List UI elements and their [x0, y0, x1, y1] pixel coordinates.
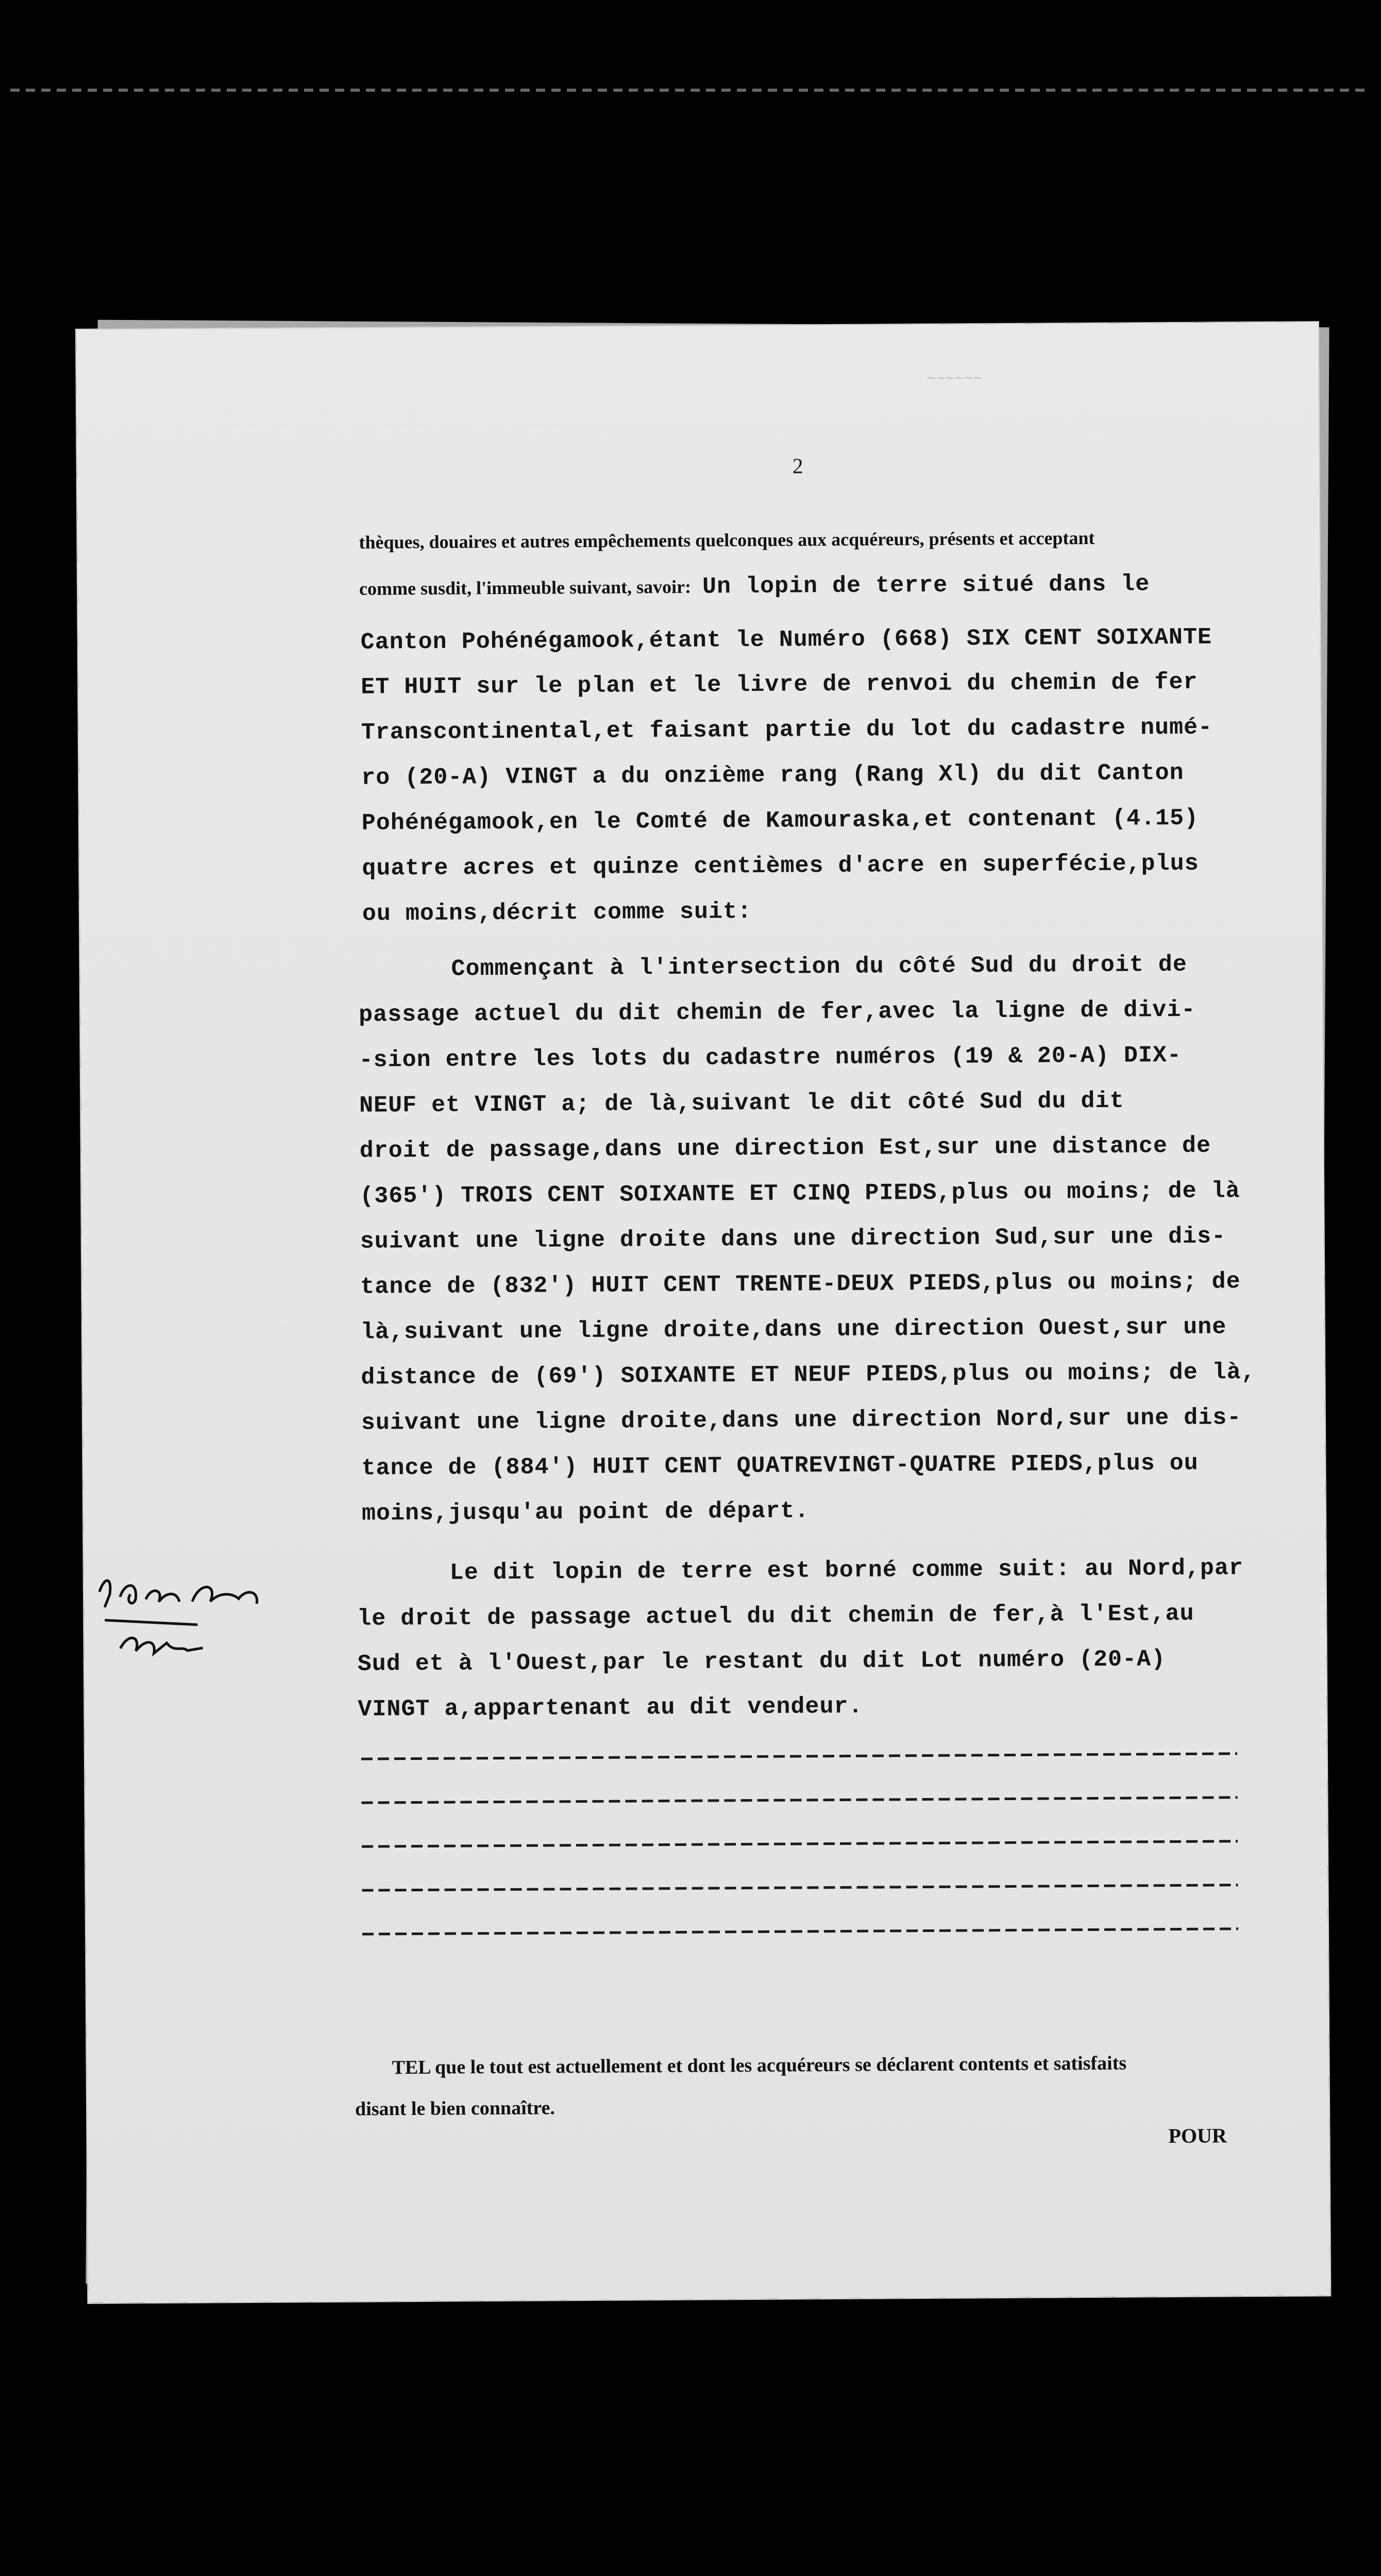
boundary-line: Commençant à l'intersection du côté Sud du droit de: [451, 951, 1187, 982]
filler-dash-line: [361, 1752, 1237, 1760]
boundary-line: tance de (832') HUIT CENT TRENTE-DEUX PIEDS,plus ou moins; de: [360, 1268, 1241, 1300]
boundary-line: là,suivant une ligne droite,dans une direction Ouest,sur une: [360, 1314, 1227, 1346]
bounded-line: Sud et à l'Ouest,par le restant du dit Lot numéro (20-A): [357, 1646, 1166, 1677]
boundary-line: droit de passage,dans une direction Est,sur une distance de: [359, 1132, 1211, 1164]
margin-annotation: [89, 1570, 306, 1674]
closing-line-1: TEL que le tout est actuellement et dont les acquéreurs se déclarent contents et satisfaits: [392, 2052, 1127, 2079]
page-number: 2: [792, 454, 803, 479]
description-line: quatre acres et quinze centièmes d'acre en superfécie,plus: [362, 850, 1199, 882]
filler-dash-line: [361, 1796, 1237, 1804]
document-page: [76, 322, 1330, 2303]
bounded-line: VINGT a,appartenant au dit vendeur.: [358, 1693, 863, 1723]
intro-serif-line-2: comme susdit, l'immeuble suivant, savoir:: [359, 576, 692, 599]
description-line: Canton Pohénégamook,étant le Numéro (668) SIX CENT SOIXANTE: [360, 624, 1212, 656]
boundary-line: NEUF et VINGT a; de là,suivant le dit côté Sud du dit: [359, 1088, 1124, 1119]
bounded-line: Le dit lopin de terre est borné comme suit: au Nord,par: [449, 1555, 1244, 1586]
intro-row-1: [359, 526, 1276, 576]
bleed-through-text: ~~~~~~: [927, 370, 983, 388]
description-line: Pohénégamook,en le Comté de Kamouraska,et contenant (4.15): [361, 805, 1199, 837]
boundary-line: passage actuel du dit chemin de fer,avec la ligne de divi-: [358, 996, 1196, 1028]
boundary-line: -sion entre les lots du cadastre numéros (19 & 20-A) DIX-: [359, 1042, 1182, 1074]
bounded-line: le droit de passage actuel du dit chemin de fer,à l'Est,au: [357, 1600, 1194, 1632]
boundary-line: (365') TROIS CENT SOIXANTE ET CINQ PIEDS,plus ou moins; de là: [360, 1178, 1240, 1210]
intro-serif-line-1: thèques, douaires et autres empêchements quelconques aux acquéreurs, présents et acceptant: [359, 527, 1095, 553]
closing-line-2: disant le bien connaître.: [355, 2097, 555, 2120]
filler-dash-line: [362, 1840, 1238, 1848]
handwritten-note-icon: [89, 1570, 306, 1674]
catchword: POUR: [1168, 2124, 1227, 2148]
film-edge-rule: [10, 89, 1371, 92]
boundary-line: distance de (69') SOIXANTE ET NEUF PIEDS,plus ou moins; de là,: [361, 1359, 1256, 1391]
filler-dash-line: [362, 1927, 1238, 1935]
boundary-line: moins,jusqu'au point de départ.: [361, 1498, 810, 1527]
intro-typed-tail: Un lopin de terre situé dans le: [702, 571, 1150, 600]
description-line: Transcontinental,et faisant partie du lot du cadastre numé-: [361, 714, 1213, 746]
description-line: ro (20-A) VINGT a du onzième rang (Rang Xl) du dit Canton: [361, 759, 1184, 791]
description-line: ou moins,décrit comme suit:: [362, 899, 752, 927]
intro-row-2: [359, 570, 1276, 620]
description-line: ET HUIT sur le plan et le livre de renvoi du chemin de fer: [361, 669, 1198, 701]
intro-block: [359, 526, 1276, 620]
boundary-line: suivant une ligne droite dans une direction Sud,sur une dis-: [360, 1223, 1226, 1255]
boundary-line: suivant une ligne droite,dans une direction Nord,sur une dis-: [361, 1404, 1242, 1436]
filler-dash-line: [362, 1884, 1238, 1891]
boundary-line: tance de (884') HUIT CENT QUATREVINGT-QUATRE PIEDS,plus ou: [361, 1450, 1199, 1482]
